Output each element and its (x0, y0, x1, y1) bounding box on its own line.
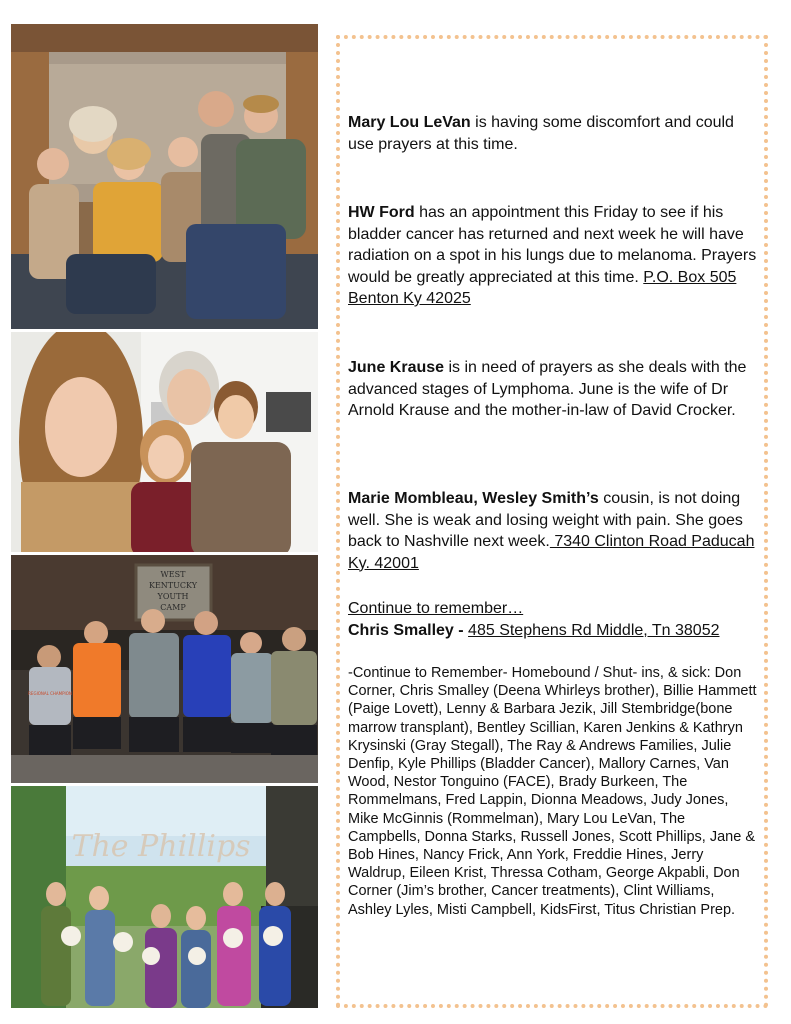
continue-section (348, 598, 758, 641)
camp-group-photo (11, 555, 318, 783)
entry-address: 7340 Clinton Road Paducah Ky. 42001 (348, 533, 755, 572)
champion-shirt-text: REGIONAL CHAMPION (28, 691, 72, 696)
continue-heading: Continue to remember… (348, 600, 524, 617)
entry-name: Marie Mombleau, Wesley Smith’s (348, 490, 599, 507)
camp-sign-line-2: KENTUCKY (148, 581, 198, 590)
photo-column (11, 24, 318, 1011)
entry-text: has an appointment this Friday to see if his bladder cancer has returned and next week he will have radiation on a spot in his lungs due to melanoma. Prayers would be greatly appreciated at this time. (348, 204, 757, 286)
entry-name: June Krause (348, 359, 445, 376)
entry-text: is in need of prayers as she deals with the advanced stages of Lymphoma. June is the wife of Dr Arnold Krause and the mother-in-law of David Crocker. (348, 359, 747, 419)
remember-list: -Continue to Remember- Homebound / Shut- ins, & sick: Don Corner, Chris Smalley (Deena Whirleys brother), Billie Hammett (Paige Lovett), Lenny & Barbara Jezik, Jill Stembridge(bone marrow transplant), Bentley Scillian, Karen Jenkins & Kathryn Krysinski (Gray Stegall), The Ray & Andrews Families, Julie Denfip, Kyle Phillips (Bladder Cancer), Mallory Carnes, Van Wood, Nestor Tonguino (FACE), Brady Burkeen, The Rommelmans, Fred Lappin, Dionna Meadows, Judy Jones, Mike McGinnis (Rommelman), Mary Lou LeVan, The Campbells, Donna Starks, Russell Jones, Scott Phillips, Jane & Bob Hines, Nancy Frick, Ann York, Freddie Hines, Jerry Waldrup, Eileen Krist, Thressa Cotham, George Akpabli, Don Corner (Jim’s brother, Cancer treatments), Clint Williams, Ashley Lyles, Misti Campbell, KidsFirst, Titus Christian Prep. (348, 665, 757, 918)
wedding-party-photo (11, 786, 318, 1008)
family-fireplace-photo (11, 24, 318, 329)
continue-address: 485 Stephens Rd Middle, Tn 38052 (468, 621, 720, 639)
continue-name: Chris Smalley - (348, 621, 469, 639)
prayer-entry (348, 112, 758, 155)
entry-text: is having some discomfort and could use prayers at this time. (348, 114, 734, 153)
camp-sign-line-4: CAMP (160, 603, 186, 612)
entry-name: Mary Lou LeVan (348, 114, 471, 131)
entry-name: HW Ford (348, 204, 415, 221)
prayer-entry (348, 488, 758, 574)
wedding-sign: The Phillips (71, 829, 251, 864)
camp-sign-line-3: YOUTH (157, 592, 189, 601)
prayer-entry (348, 202, 758, 310)
family-selfie-photo (11, 332, 318, 552)
entry-address: P.O. Box 505 Benton Ky 42025 (348, 268, 737, 307)
camp-sign-line-1: WEST (160, 570, 186, 579)
entry-text: cousin, is not doing well. She is weak and losing weight with pain. She goes back to Nashville next week. (348, 490, 743, 550)
prayer-entry (348, 357, 758, 422)
